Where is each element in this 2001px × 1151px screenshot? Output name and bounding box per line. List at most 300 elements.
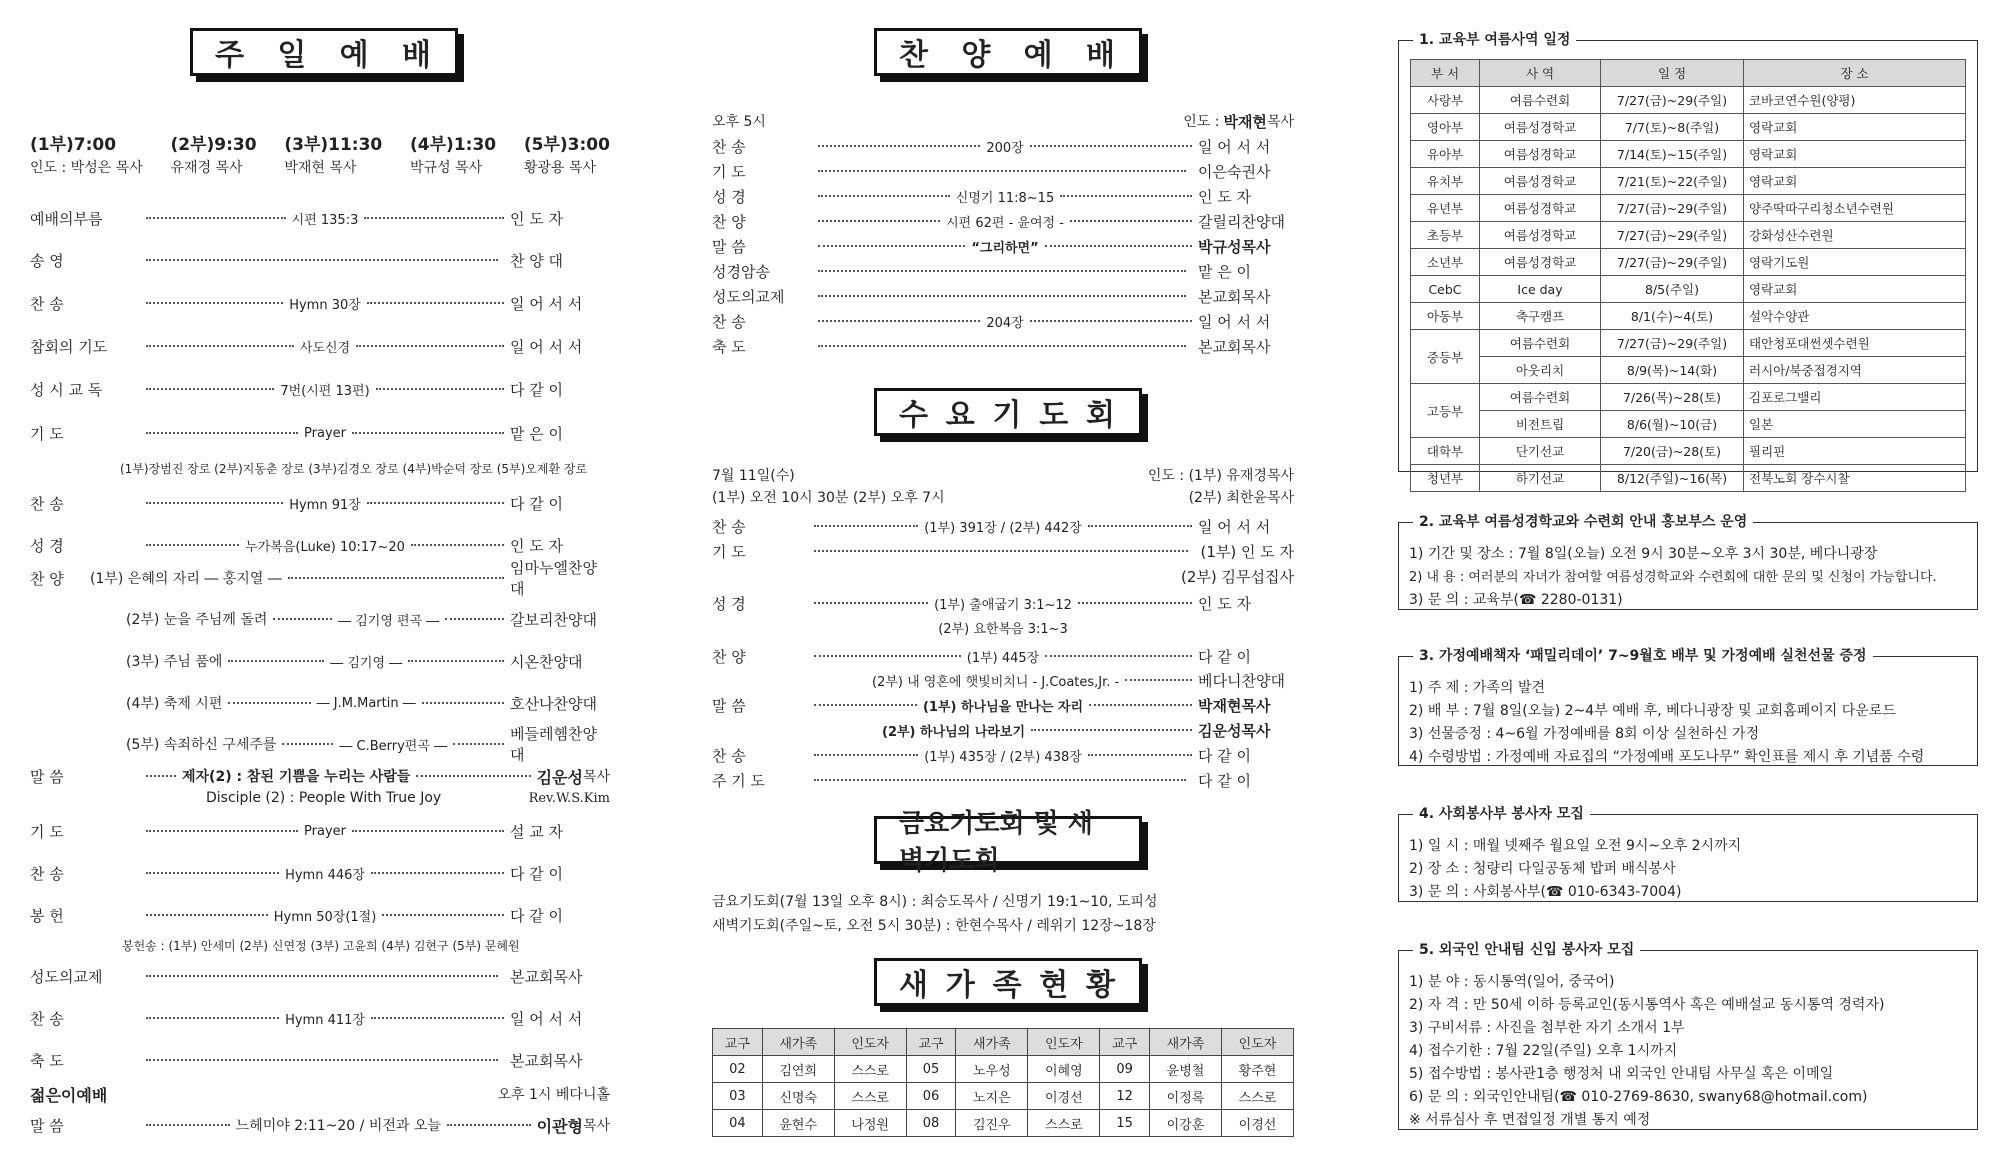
- row-content: (1부) 445장: [966, 650, 1040, 666]
- row-content: Prayer: [304, 425, 346, 441]
- leader-dots: [146, 502, 283, 504]
- column-header: 교구: [906, 1029, 956, 1056]
- row-role: 인 도 자: [510, 536, 564, 555]
- leader-dots: [416, 775, 530, 777]
- leader-dots: [818, 245, 965, 247]
- notice-body: [1399, 815, 1977, 912]
- row-role: 맡 은 이: [1198, 262, 1252, 281]
- leader-dots: [453, 743, 504, 745]
- ministry-cell: 여름성경학교: [1480, 195, 1601, 222]
- anthem-composer: ― C.Berry편곡 ―: [339, 738, 448, 754]
- order-row: [872, 667, 1294, 693]
- table-cell: 08: [906, 1110, 956, 1137]
- dept-cell: 유아부: [1411, 141, 1480, 168]
- notice-promo-booth: [1398, 514, 1978, 610]
- table-cell: 김진우: [956, 1110, 1028, 1137]
- choir-name: 베들레헴찬양대: [510, 725, 597, 764]
- notice-body: [1399, 657, 1977, 777]
- order-row: [712, 133, 1294, 159]
- leader-name: 박재현: [1223, 112, 1267, 131]
- notice-line: 3) 선물증정 : 4~6월 가정예배를 8회 이상 실천하신 가정: [1409, 726, 1760, 742]
- column-header: 장 소: [1744, 60, 1966, 87]
- leader-role: 목사: [1266, 114, 1294, 130]
- leader-dots: [228, 702, 310, 704]
- leader-dots: [818, 270, 1186, 272]
- notice-line: 3) 문 의 : 사회봉사부(☎ 010-6343-7004): [1409, 884, 1682, 900]
- table-cell: 스스로: [834, 1056, 906, 1083]
- leader-dots: [146, 388, 274, 390]
- notice-line: 2) 내 용 : 여러분의 자녀가 참여할 여름성경학교와 수련회에 대한 문의 및 신청이 가능합니다.: [1409, 570, 1937, 585]
- row-role: 인 도 자: [1198, 594, 1252, 613]
- banner-char: 배: [401, 38, 433, 73]
- leader-dots: [447, 1124, 531, 1126]
- table-row: [1411, 384, 1966, 411]
- notice-line: 1) 분 야 : 동시통역(일어, 중국어): [1409, 974, 1615, 990]
- table-cell: 이정록: [1150, 1083, 1222, 1110]
- row-label: 기 도: [712, 162, 746, 181]
- leader-dots: [146, 217, 286, 219]
- dept-cell: 영아부: [1411, 114, 1480, 141]
- banner-char: 가: [945, 968, 977, 1003]
- service-5: [524, 130, 610, 177]
- notice-line: 5) 접수방법 : 봉사관1층 행정처 내 외국인 안내팀 사무실 혹은 이메일: [1409, 1066, 1834, 1082]
- order-row: [30, 420, 610, 446]
- service-leader: 황광용 목사: [523, 160, 596, 176]
- sermon-title: 제자(2) : 참된 기쁨을 누리는 사람들: [182, 769, 411, 785]
- leader-dots: [146, 872, 279, 874]
- order-row: [30, 205, 610, 231]
- table-cell: 윤현수: [762, 1110, 834, 1137]
- table-row: [1411, 222, 1966, 249]
- table-row: [1411, 249, 1966, 276]
- youth-worship-header: [30, 1081, 610, 1107]
- row-role: 일 어 서 서: [510, 294, 583, 313]
- place-cell: 강화성산수련원: [1744, 222, 1966, 249]
- leader-dots: [146, 432, 298, 434]
- youth-worship-time: 오후 1시 베다니홀: [497, 1087, 610, 1103]
- table-cell: 스스로: [834, 1083, 906, 1110]
- order-row: [712, 692, 1294, 718]
- anthem-title: (5부) 속죄하신 구세주를: [126, 737, 277, 753]
- row-content: 7번(시편 13편): [280, 383, 370, 399]
- table-row: [713, 1056, 1294, 1083]
- notice-title: 3. 가정예배책자 ‘패밀리데이’ 7~9월호 배부 및 가정예배 실천선물 증정: [1413, 645, 1873, 665]
- order-row: [30, 376, 610, 402]
- leader-dots: [818, 295, 1186, 297]
- row-role: 다 같 이: [1198, 746, 1252, 765]
- table-cell: 15: [1100, 1110, 1150, 1137]
- leader-dots: [288, 577, 504, 579]
- row-label: 말 씀: [30, 1116, 64, 1135]
- date-cell: 7/7(토)~8(주일): [1601, 114, 1744, 141]
- new-family-table: [712, 1028, 1294, 1137]
- row-role: (1부) 인 도 자: [1200, 542, 1294, 561]
- row-role: 일 어 서 서: [1198, 137, 1271, 156]
- dept-cell: CebC: [1411, 276, 1480, 303]
- anthem-title: (2부) 눈을 주님께 돌려: [126, 612, 268, 628]
- row-label: 성 경: [712, 187, 746, 206]
- date-cell: 7/14(토)~15(주일): [1601, 141, 1744, 168]
- wednesday-time: (1부) 오전 10시 30분 (2부) 오후 7시: [712, 490, 945, 506]
- notice-social-service: [1398, 806, 1978, 902]
- anthem-row: [126, 648, 610, 674]
- notice-line: 1) 주 제 : 가족의 발견: [1409, 680, 1546, 696]
- banner-char: 수: [899, 398, 930, 433]
- row-content: (2부) 요한복음 3:1~3: [938, 621, 1068, 637]
- notice-line: 2) 자 격 : 만 50세 이하 등록교인(동시통역사 혹은 예배설교 동시통역 경력자): [1409, 997, 1885, 1013]
- leader-dots: [146, 259, 498, 261]
- date-cell: 8/12(주일)~16(목): [1601, 465, 1744, 492]
- date-cell: 7/27(금)~29(주일): [1601, 222, 1744, 249]
- date-cell: 7/27(금)~29(주일): [1601, 249, 1744, 276]
- row-content: (1부) 은혜의 자리 ― 홍지열 ―: [90, 571, 282, 587]
- youth-sermon-row: [30, 1112, 610, 1138]
- order-row: [712, 258, 1294, 284]
- table-cell: 김연희: [762, 1056, 834, 1083]
- row-label: 말 씀: [30, 767, 64, 786]
- leader-dots: [814, 754, 918, 756]
- row-content: 204장: [986, 315, 1024, 331]
- row-label: 찬 양: [712, 647, 746, 666]
- order-row: [712, 233, 1294, 259]
- leader-dots: [1045, 655, 1192, 657]
- banner-char: 황: [1086, 968, 1117, 1003]
- leader-dots: [352, 830, 504, 832]
- praise-time: 오후 5시: [712, 114, 766, 130]
- leader-dots: [1125, 679, 1192, 681]
- place-cell: 양주딱따구리청소년수련원: [1744, 195, 1966, 222]
- row-content: Hymn 30장: [289, 297, 361, 313]
- youth-sermon: 느헤미야 2:11~20 / 비전과 오늘: [235, 1118, 441, 1134]
- leader-dots: [408, 660, 504, 662]
- friday-prayer-line: 금요기도회(7월 13일 오후 8시) : 최승도목사 / 신명기 19:1~10, 도피성: [712, 894, 1158, 910]
- order-row: [712, 614, 1294, 640]
- column-header: 일 정: [1601, 60, 1744, 87]
- service-time: (2부)9:30: [170, 135, 257, 155]
- leader-dots: [146, 975, 498, 977]
- banner-char: 주: [215, 38, 246, 73]
- row-content: (1부) 출애굽기 3:1~12: [934, 597, 1072, 613]
- row-label: 찬 송: [712, 746, 746, 765]
- row-label: 찬 양: [30, 569, 64, 588]
- row-label: 봉 헌: [30, 906, 64, 925]
- service-1: [30, 130, 143, 177]
- date-cell: 8/1(수)~4(토): [1601, 303, 1744, 330]
- table-cell: 노우성: [956, 1056, 1028, 1083]
- order-row: [712, 158, 1294, 184]
- row-content: Hymn 446장: [285, 867, 365, 883]
- sermon-title-en: Disciple (2) : People With True Joy: [206, 790, 442, 806]
- row-label: 찬 양: [712, 212, 746, 231]
- row-label: 찬 송: [30, 494, 64, 513]
- row-label: 성도의교제: [712, 287, 785, 306]
- leader-dots: [1060, 195, 1192, 197]
- new-family-banner: [874, 958, 1142, 1006]
- praise-header: [712, 108, 1294, 134]
- row-content: Prayer: [304, 823, 346, 839]
- date-cell: 7/26(목)~28(토): [1601, 384, 1744, 411]
- table-row: [713, 1110, 1294, 1137]
- anthem-composer: ― J.M.Martin ―: [316, 695, 416, 711]
- row-role: 맡 은 이: [510, 424, 564, 443]
- ministry-cell: 축구캠프: [1480, 303, 1601, 330]
- row-label: 찬 송: [712, 137, 746, 156]
- place-cell: 영락교회: [1744, 114, 1966, 141]
- lead-label: 인도 :: [1183, 114, 1220, 130]
- table-cell: 05: [906, 1056, 956, 1083]
- row-role: 다 같 이: [510, 380, 564, 399]
- leader-dots: [445, 618, 504, 620]
- row-label: 찬 송: [712, 517, 746, 536]
- dept-cell: 유치부: [1411, 168, 1480, 195]
- preacher-role: 목사: [582, 1118, 610, 1134]
- order-row: [712, 590, 1294, 616]
- offertory-note: 봉헌송 : (1부) 안세미 (2부) 신연정 (3부) 고윤희 (4부) 김현구 (5부) 문혜원: [122, 938, 520, 953]
- order-row: [712, 742, 1294, 768]
- ministry-cell: 여름성경학교: [1480, 222, 1601, 249]
- row-content: 누가복음(Luke) 10:17~20: [245, 539, 405, 555]
- notice-title: 4. 사회봉사부 봉사자 모집: [1413, 803, 1590, 823]
- sunday-worship-banner: [190, 28, 458, 76]
- leader-dots: [146, 1124, 230, 1126]
- table-cell: 이경선: [1028, 1083, 1100, 1110]
- order-row: [882, 717, 1294, 743]
- notice-line: 6) 문 의 : 외국인안내팀(☎ 010-2769-8630, swany68@hotmail.com): [1409, 1089, 1868, 1105]
- wednesday-date: 7월 11일(수): [712, 468, 795, 484]
- anthem-title: (4부) 축제 시편: [126, 696, 223, 712]
- row-label: 성 경: [30, 536, 64, 555]
- column-header: 교구: [1100, 1029, 1150, 1056]
- anthem-composer: ― 김기영 ―: [330, 655, 403, 671]
- prayer-leaders-note: (1부)장범진 장로 (2부)지동춘 장로 (3부)김경오 장로 (4부)박순덕 장로 (5부)오제환 장로: [120, 461, 588, 476]
- leader-dots: [367, 502, 504, 504]
- row-role: 갈릴리찬양대: [1198, 212, 1285, 231]
- row-content: 사도신경: [299, 340, 351, 356]
- leader-dots: [146, 1059, 498, 1061]
- banner-char: 찬: [899, 38, 930, 73]
- leader-dots: [367, 302, 504, 304]
- preacher-name: 이관형: [536, 1116, 583, 1136]
- order-row: [712, 563, 1294, 589]
- place-cell: 태안청포대썬셋수련원: [1744, 330, 1966, 357]
- row-role: 베다니찬양대: [1198, 671, 1285, 690]
- row-content: Hymn 411장: [285, 1012, 365, 1028]
- row-content: Hymn 50장(1절): [273, 909, 377, 925]
- row-role: 설 교 자: [510, 822, 564, 841]
- leader-dots: [818, 345, 1186, 347]
- notice-title: 2. 교육부 여름성경학교와 수련회 안내 홍보부스 운영: [1413, 511, 1753, 531]
- leader-dots: [1030, 320, 1192, 322]
- table-cell: 이강훈: [1150, 1110, 1222, 1137]
- row-role: 인 도 자: [1198, 187, 1252, 206]
- leader-dots: [356, 345, 504, 347]
- table-row: [1411, 411, 1966, 438]
- table-cell: 04: [713, 1110, 763, 1137]
- table-row: [713, 1083, 1294, 1110]
- service-times: [30, 130, 610, 177]
- row-role: 일 어 서 서: [1198, 517, 1271, 536]
- table-row: [1411, 357, 1966, 384]
- column-header: 새가족: [956, 1029, 1028, 1056]
- order-row: [30, 1005, 610, 1031]
- ministry-cell: 여름성경학교: [1480, 168, 1601, 195]
- table-cell: 03: [713, 1083, 763, 1110]
- leader-dots: [814, 779, 1186, 781]
- dawn-prayer-line: 새벽기도회(주일~토, 오전 5시 30분) : 한현수목사 / 레위기 12장~18장: [712, 918, 1156, 934]
- table-row: [1411, 438, 1966, 465]
- place-cell: 코바코연수원(양평): [1744, 87, 1966, 114]
- leader-dots: [818, 145, 980, 147]
- order-row: [30, 247, 610, 273]
- dept-cell: 고등부: [1411, 384, 1480, 438]
- column-header: 새가족: [1150, 1029, 1222, 1056]
- dept-cell: 유년부: [1411, 195, 1480, 222]
- ministry-cell: 여름수련회: [1480, 384, 1601, 411]
- leader-dots: [1088, 525, 1192, 527]
- order-row: [712, 513, 1294, 539]
- service-time: (1부)7:00: [30, 135, 117, 155]
- leader-dots: [1070, 220, 1192, 222]
- row-label: 말 씀: [712, 696, 746, 715]
- table-cell: 이혜영: [1028, 1056, 1100, 1083]
- anthem-row: [126, 606, 610, 632]
- leader-dots: [376, 388, 504, 390]
- service-leader: 인도 : 박성은 목사: [30, 160, 143, 176]
- row-role: 다 같 이: [1198, 771, 1252, 790]
- leader-dots: [814, 655, 961, 657]
- dept-cell: 청년부: [1411, 465, 1480, 492]
- date-cell: 7/20(금)~28(토): [1601, 438, 1744, 465]
- row-role: 다 같 이: [1198, 647, 1252, 666]
- row-label: 참회의 기도: [30, 337, 108, 356]
- leader-dots: [814, 704, 917, 706]
- row-role: 본교회목사: [1198, 337, 1271, 356]
- order-row: [30, 532, 610, 558]
- row-label: 축 도: [30, 1051, 64, 1070]
- choir-name: 호산나찬양대: [510, 694, 597, 713]
- table-cell: 노지은: [956, 1083, 1028, 1110]
- row-content: (1부) 391장 / (2부) 442장: [924, 520, 1082, 536]
- preacher-name-en: Rev.W.S.Kim: [528, 790, 610, 806]
- notice-education-schedule: [1398, 32, 1978, 486]
- table-row: [1411, 87, 1966, 114]
- leader-dots: [146, 830, 298, 832]
- row-content: 200장: [986, 140, 1024, 156]
- table-row: [1411, 195, 1966, 222]
- row-label: 찬 송: [30, 1009, 64, 1028]
- row-content: (1부) 하나님을 만나는 자리: [922, 699, 1084, 715]
- row-role: 다 같 이: [510, 864, 564, 883]
- table-cell: 02: [713, 1056, 763, 1083]
- row-role: 김운성목사: [1198, 721, 1271, 740]
- notice-line: 3) 문 의 : 교육부(☎ 2280-0131): [1409, 592, 1623, 608]
- order-row: [30, 902, 610, 928]
- date-cell: 7/27(금)~29(주일): [1601, 330, 1744, 357]
- dept-cell: 소년부: [1411, 249, 1480, 276]
- leader-dots: [818, 195, 950, 197]
- anthem-title: (3부) 주님 품에: [126, 654, 223, 670]
- choir-name: 시온찬양대: [510, 652, 583, 671]
- row-label: 말 씀: [712, 237, 746, 256]
- row-content: (2부) 하나님의 나라보기: [882, 724, 1026, 740]
- row-content: Hymn 91장: [289, 497, 361, 513]
- notice-line: ※ 서류심사 후 면접일정 개별 통지 예정: [1409, 1112, 1651, 1128]
- preacher-name: 김운성: [536, 767, 583, 787]
- leader-dots: [146, 345, 294, 347]
- row-role: 일 어 서 서: [1198, 312, 1271, 331]
- leader-dots: [146, 914, 268, 916]
- table-cell: 12: [1100, 1083, 1150, 1110]
- row-label: 성 시 교 독: [30, 380, 103, 399]
- order-row: [30, 1047, 610, 1073]
- banner-char: 기: [992, 398, 1024, 433]
- table-row: [1411, 465, 1966, 492]
- leader-dots: [371, 872, 504, 874]
- leader-dots: [273, 618, 332, 620]
- service-leader: 박규성 목사: [410, 160, 483, 176]
- notice-line: 2) 배 부 : 7월 8일(오늘) 2~4부 예배 후, 베다니광장 및 교회홈페이지 다운로드: [1409, 703, 1896, 719]
- leader-dots: [814, 525, 918, 527]
- column-header: 인도자: [1221, 1029, 1293, 1056]
- table-cell: 신명숙: [762, 1083, 834, 1110]
- anthem-row: [126, 690, 610, 716]
- order-row: [712, 308, 1294, 334]
- row-role: 임마누엘찬양대: [510, 559, 597, 598]
- row-label: 예배의부름: [30, 209, 103, 228]
- leader-dots: [228, 660, 324, 662]
- dept-cell: 대학부: [1411, 438, 1480, 465]
- dept-cell: 초등부: [1411, 222, 1480, 249]
- leader-dots: [411, 544, 504, 546]
- ministry-cell: 비전트립: [1480, 411, 1601, 438]
- date-cell: 7/27(금)~29(주일): [1601, 195, 1744, 222]
- table-cell: 윤병철: [1150, 1056, 1222, 1083]
- row-label: 성 경: [712, 594, 746, 613]
- leader-dots: [1031, 729, 1192, 731]
- table-cell: 황주현: [1221, 1056, 1293, 1083]
- ministry-cell: 여름성경학교: [1480, 249, 1601, 276]
- banner-char: 양: [961, 38, 993, 73]
- education-schedule-table: [1410, 59, 1966, 492]
- row-label: 찬 송: [712, 312, 746, 331]
- column-header: 사 역: [1480, 60, 1601, 87]
- choir-name: 갈보리찬양대: [510, 610, 597, 629]
- service-time: (5부)3:00: [523, 135, 610, 155]
- leader-dots: [146, 775, 176, 777]
- leader-dots: [422, 702, 504, 704]
- row-role: 본교회목사: [1198, 287, 1271, 306]
- notice-title: 5. 외국인 안내팀 신입 봉사자 모집: [1413, 939, 1640, 959]
- place-cell: 영락교회: [1744, 141, 1966, 168]
- row-role: 이은숙권사: [1198, 162, 1271, 181]
- order-row: [712, 643, 1294, 669]
- row-role: 박재현목사: [1198, 696, 1271, 715]
- wednesday-leader-1: 인도 : (1부) 유재경목사: [1147, 468, 1294, 484]
- ministry-cell: 단기선교: [1480, 438, 1601, 465]
- notice-line: 2) 장 소 : 청량리 다일공동체 밥퍼 배식봉사: [1409, 861, 1676, 877]
- row-role: 찬 양 대: [510, 251, 564, 270]
- leader-dots: [818, 220, 940, 222]
- banner-char: 회: [1086, 398, 1117, 433]
- table-row: [1411, 168, 1966, 195]
- row-label: 기 도: [30, 822, 64, 841]
- order-row: [712, 208, 1294, 234]
- preacher-role: 목사: [582, 769, 610, 785]
- ministry-cell: Ice day: [1480, 276, 1601, 303]
- row-label: 찬 송: [30, 294, 64, 313]
- table-header-row: [1411, 60, 1966, 87]
- table-row: [1411, 303, 1966, 330]
